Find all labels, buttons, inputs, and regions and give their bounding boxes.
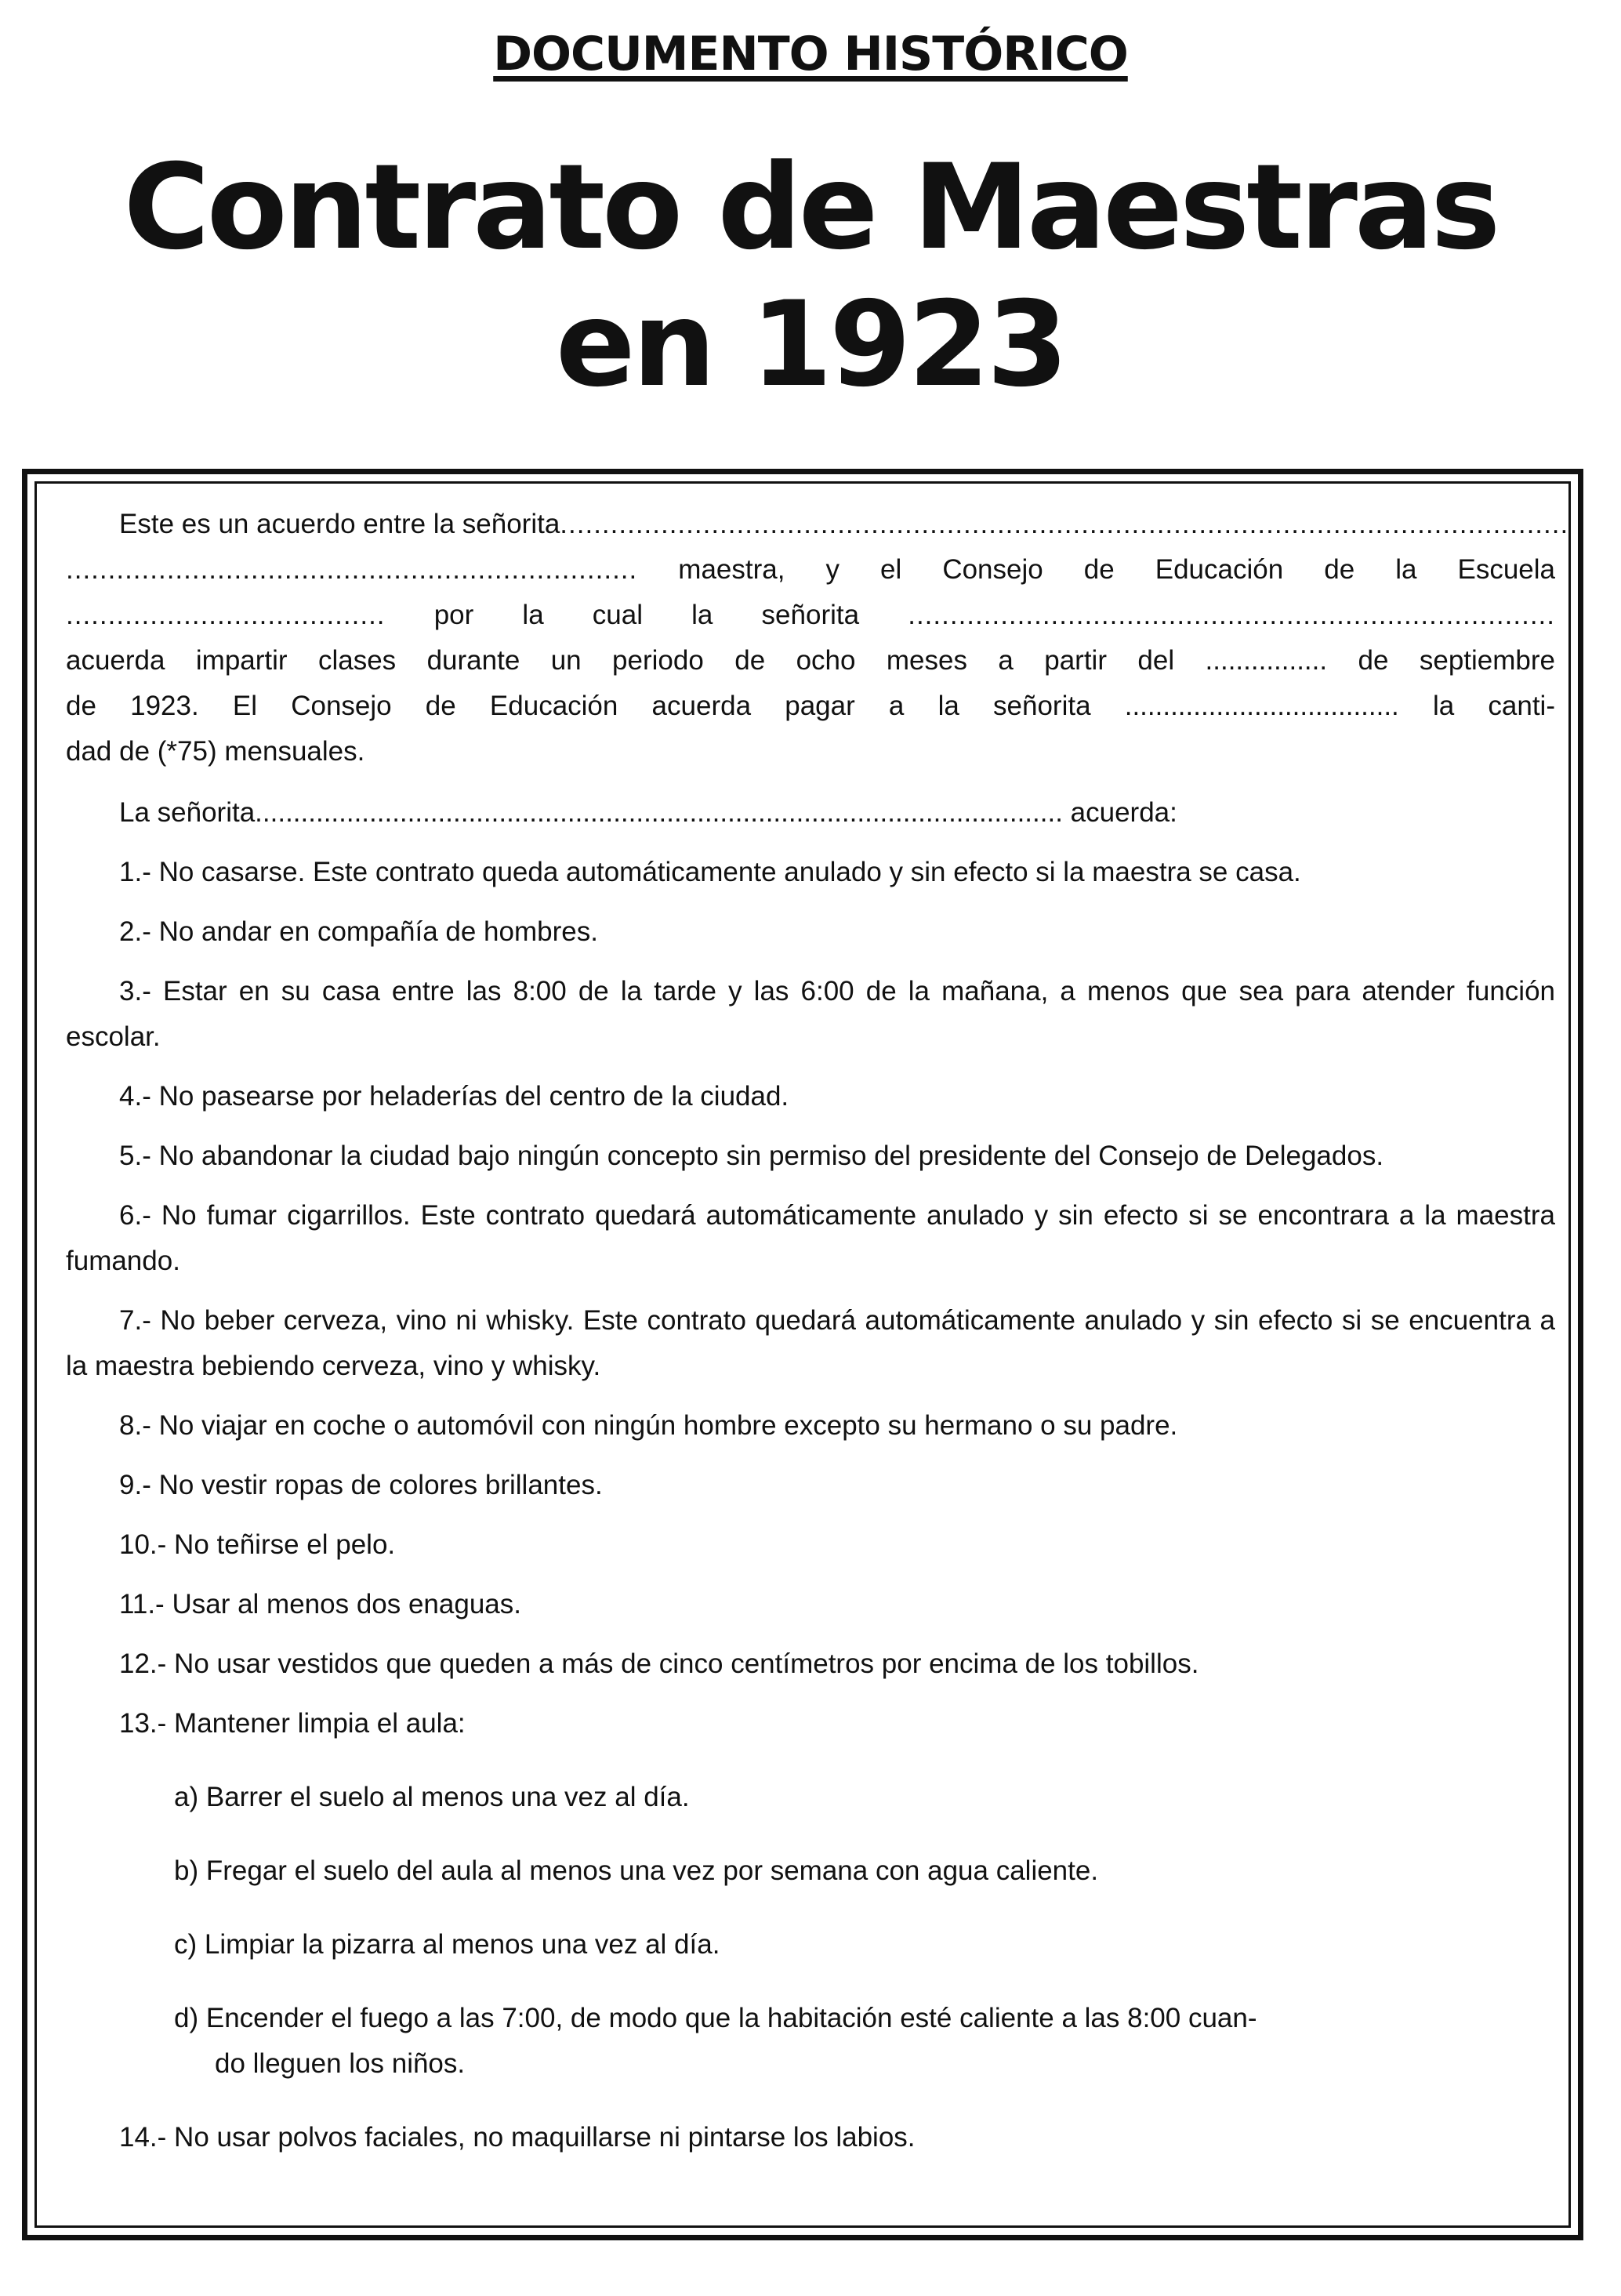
intro-line-6: dad de (*75) mensuales. [66,736,365,767]
subrule-text: Barrer el suelo al menos una vez al día. [205,1782,690,1812]
rule-text: No beber cerveza, vino ni whisky. Este contrato quedará automáticamente anulado y sin efecto si se encuentra a la maestra bebiendo cerveza, vino y whisky. [66,1305,1555,1381]
intro-line-3: ...................................... por la cual la señorita ............................................................................. [66,600,1555,630]
subrule-item [66,1922,1555,1968]
rule-text: No usar vestidos que queden a más de cinco centímetros por encima de los tobillos. [174,1649,1199,1679]
subrule-item [66,1848,1555,1894]
rule-text: No andar en compañía de hombres. [158,916,598,947]
rule-text: No vestir ropas de colores brillantes. [158,1470,603,1500]
rule-item [66,969,1555,1060]
rule-number: 11.- [119,1589,165,1620]
rule-item [66,1133,1555,1179]
rule-item [66,1463,1555,1508]
rule-text: Usar al menos dos enaguas. [172,1589,521,1620]
intro-line-7: La señorita.......................................................................................................... acuerda: [119,797,1177,828]
rule-number: 4.- [119,1081,151,1112]
rule-item [66,1193,1555,1284]
rule-item [66,1074,1555,1119]
subrule-letter: c) [174,1929,198,1960]
subrule-letter: a) [174,1782,199,1812]
document-kicker: DOCUMENTO HISTÓRICO [493,27,1128,82]
rule-text: No pasearse por heladerías del centro de la ciudad. [158,1081,789,1112]
document-title [0,140,1621,414]
subrule-letter: b) [174,1855,199,1886]
subrule-text: Fregar el suelo del aula al menos una vez por semana con agua caliente. [205,1855,1099,1886]
rule-number: 12.- [119,1649,167,1679]
rule-item [66,1298,1555,1389]
rule-number: 6.- [119,1200,151,1231]
subrule-continuation: do lleguen los niños. [215,2048,466,2079]
rule-item [66,909,1555,955]
rule-text: No fumar cigarrillos. Este contrato quedará automáticamente anulado y sin efecto si se encontrara a la maestra fumando. [66,1200,1555,1276]
intro-line-4: acuerda impartir clases durante un periodo de ocho meses a partir del ................ de septiembre [66,645,1555,676]
intro-line-5: de 1923. El Consejo de Educación acuerda pagar a la señorita .................................... la canti- [66,691,1555,721]
rules-list [66,850,1555,1746]
subrule-item [66,1996,1555,2041]
rule-number: 13.- [119,1708,167,1739]
subrules-list [66,1775,1555,2087]
title-line-2: en 1923 [555,277,1066,413]
rule-number: 7.- [119,1305,151,1336]
rule-number: 5.- [119,1141,151,1171]
rule-number: 10.- [119,1529,167,1560]
rule-number: 9.- [119,1470,151,1500]
rule-item [66,1641,1555,1687]
subrule-text: Limpiar la pizarra al menos una vez al día. [204,1929,720,1960]
rule-item-14: 14.- No usar polvos faciales, no maquillarse ni pintarse los labios. [119,2122,916,2153]
subrule-item [66,1775,1555,1820]
rule-text: No casarse. Este contrato queda automáticamente anulado y sin efecto si la maestra se casa. [158,857,1301,887]
rule-number: 8.- [119,1410,151,1441]
rule-number: 2.- [119,916,151,947]
rule-item [66,1582,1555,1627]
title-line-1: Contrato de Maestras [123,140,1498,276]
rule-item [66,1701,1555,1746]
intro-line-1: Este es un acuerdo entre la señorita........................................................................................................................ [119,509,1569,539]
rule-item [66,1403,1555,1449]
rule-text: Mantener limpia el aula: [174,1708,466,1739]
rule-text: Estar en su casa entre las 8:00 de la tarde y las 6:00 de la mañana, a menos que sea para atender función escolar. [66,976,1555,1052]
rule-item [66,1522,1555,1568]
rule-item [66,850,1555,895]
intro-line-2: .................................................................... maestra, y el Consejo de Educación de la Escuela [66,554,1555,585]
rule-number: 3.- [119,976,151,1007]
subrule-letter: d) [174,2003,199,2033]
rule-text: No abandonar la ciudad bajo ningún concepto sin permiso del presidente del Consejo de Delegados. [158,1141,1384,1171]
rule-text: No teñirse el pelo. [174,1529,396,1560]
rule-number: 1.- [119,857,151,887]
contract-body [66,502,1569,2160]
subrule-text: Encender el fuego a las 7:00, de modo que la habitación esté caliente a las 8:00 cuan- [205,2003,1257,2033]
rule-text: No viajar en coche o automóvil con ningún hombre excepto su hermano o su padre. [158,1410,1178,1441]
